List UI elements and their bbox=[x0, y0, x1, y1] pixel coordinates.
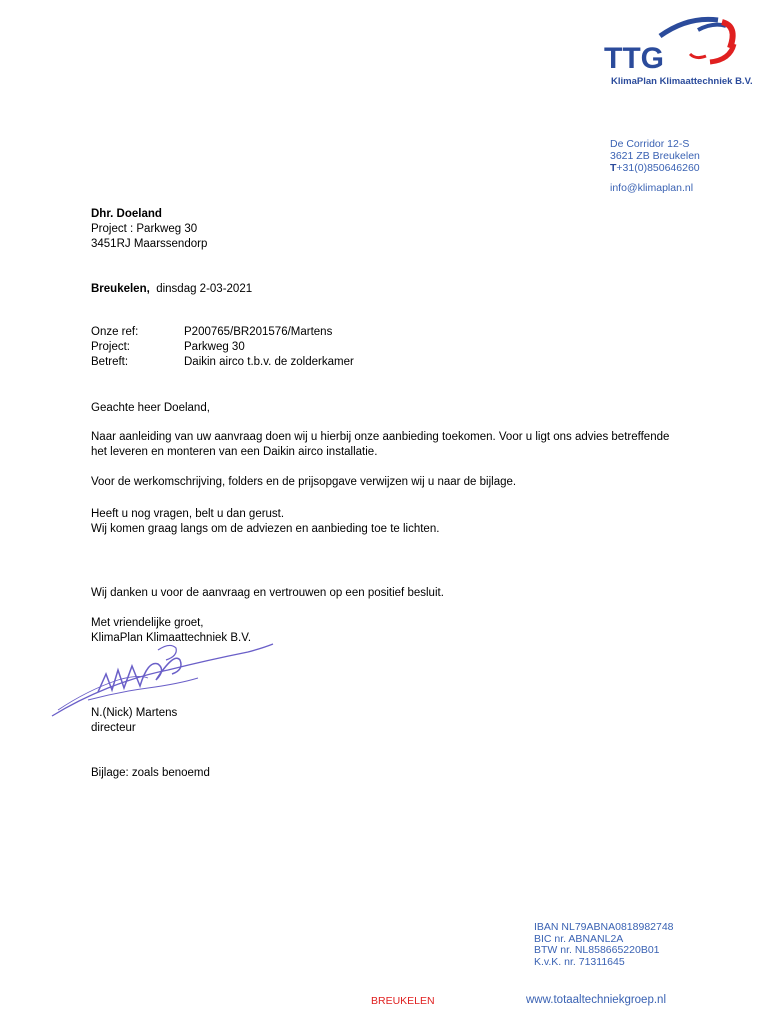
bank-details bbox=[534, 922, 674, 968]
company-logo bbox=[598, 16, 758, 92]
date-line bbox=[91, 282, 252, 297]
signer-name: N.(Nick) Martens bbox=[91, 707, 178, 719]
paragraph-3-line-1: Heeft u nog vragen, belt u dan gerust. bbox=[91, 508, 285, 520]
recipient-postal: 3451RJ Maarssendorp bbox=[91, 238, 208, 250]
paragraph-2: Voor de werkomschrijving, folders en de prijsopgave verwijzen wij u naar de bijlage. bbox=[91, 476, 517, 488]
subject-value: Daikin airco t.b.v. de zolderkamer bbox=[184, 356, 354, 368]
sender-address bbox=[610, 138, 700, 194]
sender-email[interactable]: info@klimaplan.nl bbox=[610, 182, 694, 194]
bank-btw: BTW nr. NL858665220B01 bbox=[534, 944, 660, 956]
footer-city: BREUKELEN bbox=[371, 995, 435, 1007]
recipient-name: Dhr. Doeland bbox=[91, 208, 162, 220]
phone-prefix: T bbox=[610, 162, 617, 174]
ttg-swirl-logo bbox=[598, 16, 758, 76]
ref-label: Onze ref: bbox=[91, 326, 139, 338]
date-place: Breukelen, bbox=[91, 283, 150, 295]
project-value: Parkweg 30 bbox=[184, 341, 245, 353]
sender-city: 3621 ZB Breukelen bbox=[610, 150, 700, 162]
logo-brand-text: TTG bbox=[604, 42, 664, 75]
bank-iban: IBAN NL79ABNA0818982748 bbox=[534, 921, 674, 933]
bank-kvk: K.v.K. nr. 71311645 bbox=[534, 955, 625, 968]
closing-company: KlimaPlan Klimaattechniek B.V. bbox=[91, 632, 252, 644]
logo-company-name: KlimaPlan Klimaattechniek B.V. bbox=[611, 76, 753, 87]
project-label: Project: bbox=[91, 341, 130, 353]
date-value: dinsdag 2-03-2021 bbox=[156, 283, 253, 295]
paragraph-1-line-1: Naar aanleiding van uw aanvraag doen wij u hierbij onze aanbieding toekomen. Voor u ligt ons advies betreffende bbox=[91, 431, 670, 443]
paragraph-3-line-2: Wij komen graag langs om de adviezen en aanbieding toe te lichten. bbox=[91, 523, 440, 535]
subject-label: Betreft: bbox=[91, 356, 129, 368]
signer-title: directeur bbox=[91, 722, 136, 734]
salutation: Geachte heer Doeland, bbox=[91, 402, 210, 414]
sender-street: De Corridor 12-S bbox=[610, 138, 690, 150]
paragraph-1-line-2: het leveren en monteren van een Daikin airco installatie. bbox=[91, 446, 378, 458]
footer-website-link[interactable]: www.totaaltechniekgroep.nl bbox=[526, 994, 666, 1006]
sender-phone: +31(0)850646260 bbox=[616, 162, 700, 174]
closing: Met vriendelijke groet, bbox=[91, 617, 204, 629]
paragraph-4: Wij danken u voor de aanvraag en vertrouwen op een positief besluit. bbox=[91, 587, 444, 599]
recipient-project: Project : Parkweg 30 bbox=[91, 223, 198, 235]
bank-bic: BIC nr. ABNANL2A bbox=[534, 932, 624, 945]
ref-value: P200765/BR201576/Martens bbox=[184, 326, 333, 338]
signature bbox=[48, 630, 278, 722]
attachment-note: Bijlage: zoals benoemd bbox=[91, 767, 210, 779]
signature-scribble bbox=[48, 630, 278, 722]
sender-phone-line bbox=[610, 162, 700, 174]
